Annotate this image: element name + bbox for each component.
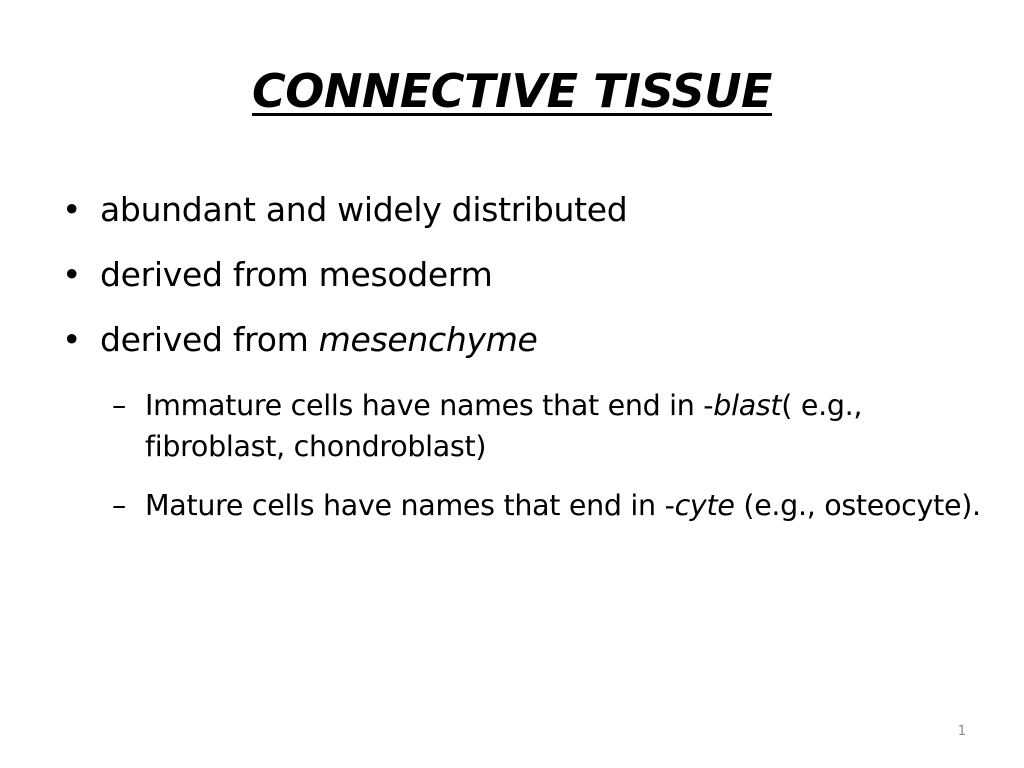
bullet-text: derived from mesoderm — [100, 255, 493, 294]
sub-bullet-item — [112, 485, 982, 526]
sub-bullet-text: Immature cells have names that end in - — [145, 389, 714, 422]
sub-bullet-item — [112, 385, 982, 467]
bullet-text-italic: mesenchyme — [318, 320, 538, 359]
slide-title: CONNECTIVE TISSUE — [252, 64, 772, 118]
sub-bullet-text-italic: blast — [713, 389, 782, 422]
slide-body — [62, 190, 982, 544]
sub-bullet-text: ( e.g., fibroblast, chondroblast) — [145, 389, 863, 463]
bullet-item — [62, 320, 982, 360]
sub-bullet-marker: – — [112, 389, 126, 422]
bullet-marker: • — [62, 320, 82, 359]
bullet-marker: • — [62, 255, 82, 294]
bullet-text: derived from — [100, 320, 319, 359]
bullet-item — [62, 190, 982, 230]
sub-bullet-marker: – — [112, 489, 126, 522]
sub-bullet-text: (e.g., osteocyte). — [734, 489, 981, 522]
sub-bullet-text-italic: cyte — [674, 489, 735, 522]
sub-bullet-text: Mature cells have names that end in - — [145, 489, 675, 522]
page-number: 1 — [957, 724, 966, 739]
bullet-marker: • — [62, 190, 82, 229]
bullet-item — [62, 255, 982, 295]
bullet-text: abundant and widely distributed — [100, 190, 628, 229]
